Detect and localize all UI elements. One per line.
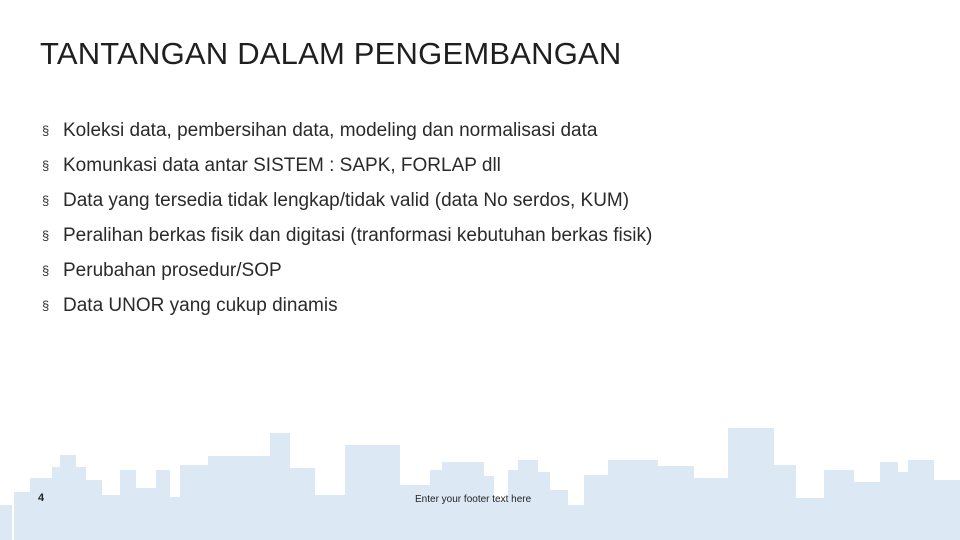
bullet-marker-icon: § xyxy=(42,123,50,138)
bullet-list xyxy=(42,113,652,323)
list-item xyxy=(42,288,652,323)
list-item xyxy=(42,113,652,148)
bullet-text: Komunkasi data antar SISTEM : SAPK, FORLAP dll xyxy=(63,154,501,176)
list-item xyxy=(42,148,652,183)
list-item xyxy=(42,253,652,288)
bullet-marker-icon: § xyxy=(42,263,50,278)
skyline-buildings xyxy=(0,428,960,540)
footer-text: Enter your footer text here xyxy=(415,494,532,505)
bullet-text: Peralihan berkas fisik dan digitasi (tranformasi kebutuhan berkas fisik) xyxy=(63,224,653,246)
bullet-text: Koleksi data, pembersihan data, modeling dan normalisasi data xyxy=(63,119,598,141)
bullet-text: Data yang tersedia tidak lengkap/tidak valid (data No serdos, KUM) xyxy=(63,189,630,211)
bullet-marker-icon: § xyxy=(42,228,50,243)
bullet-text: Data UNOR yang cukup dinamis xyxy=(63,294,338,316)
list-item xyxy=(42,218,652,253)
slide-title: TANTANGAN DALAM PENGEMBANGAN xyxy=(40,36,622,71)
bullet-marker-icon: § xyxy=(42,158,50,173)
bullet-marker-icon: § xyxy=(42,298,50,313)
bullet-text: Perubahan prosedur/SOP xyxy=(63,259,282,281)
list-item xyxy=(42,183,652,218)
page-number: 4 xyxy=(38,492,45,504)
bullet-marker-icon: § xyxy=(42,193,50,208)
